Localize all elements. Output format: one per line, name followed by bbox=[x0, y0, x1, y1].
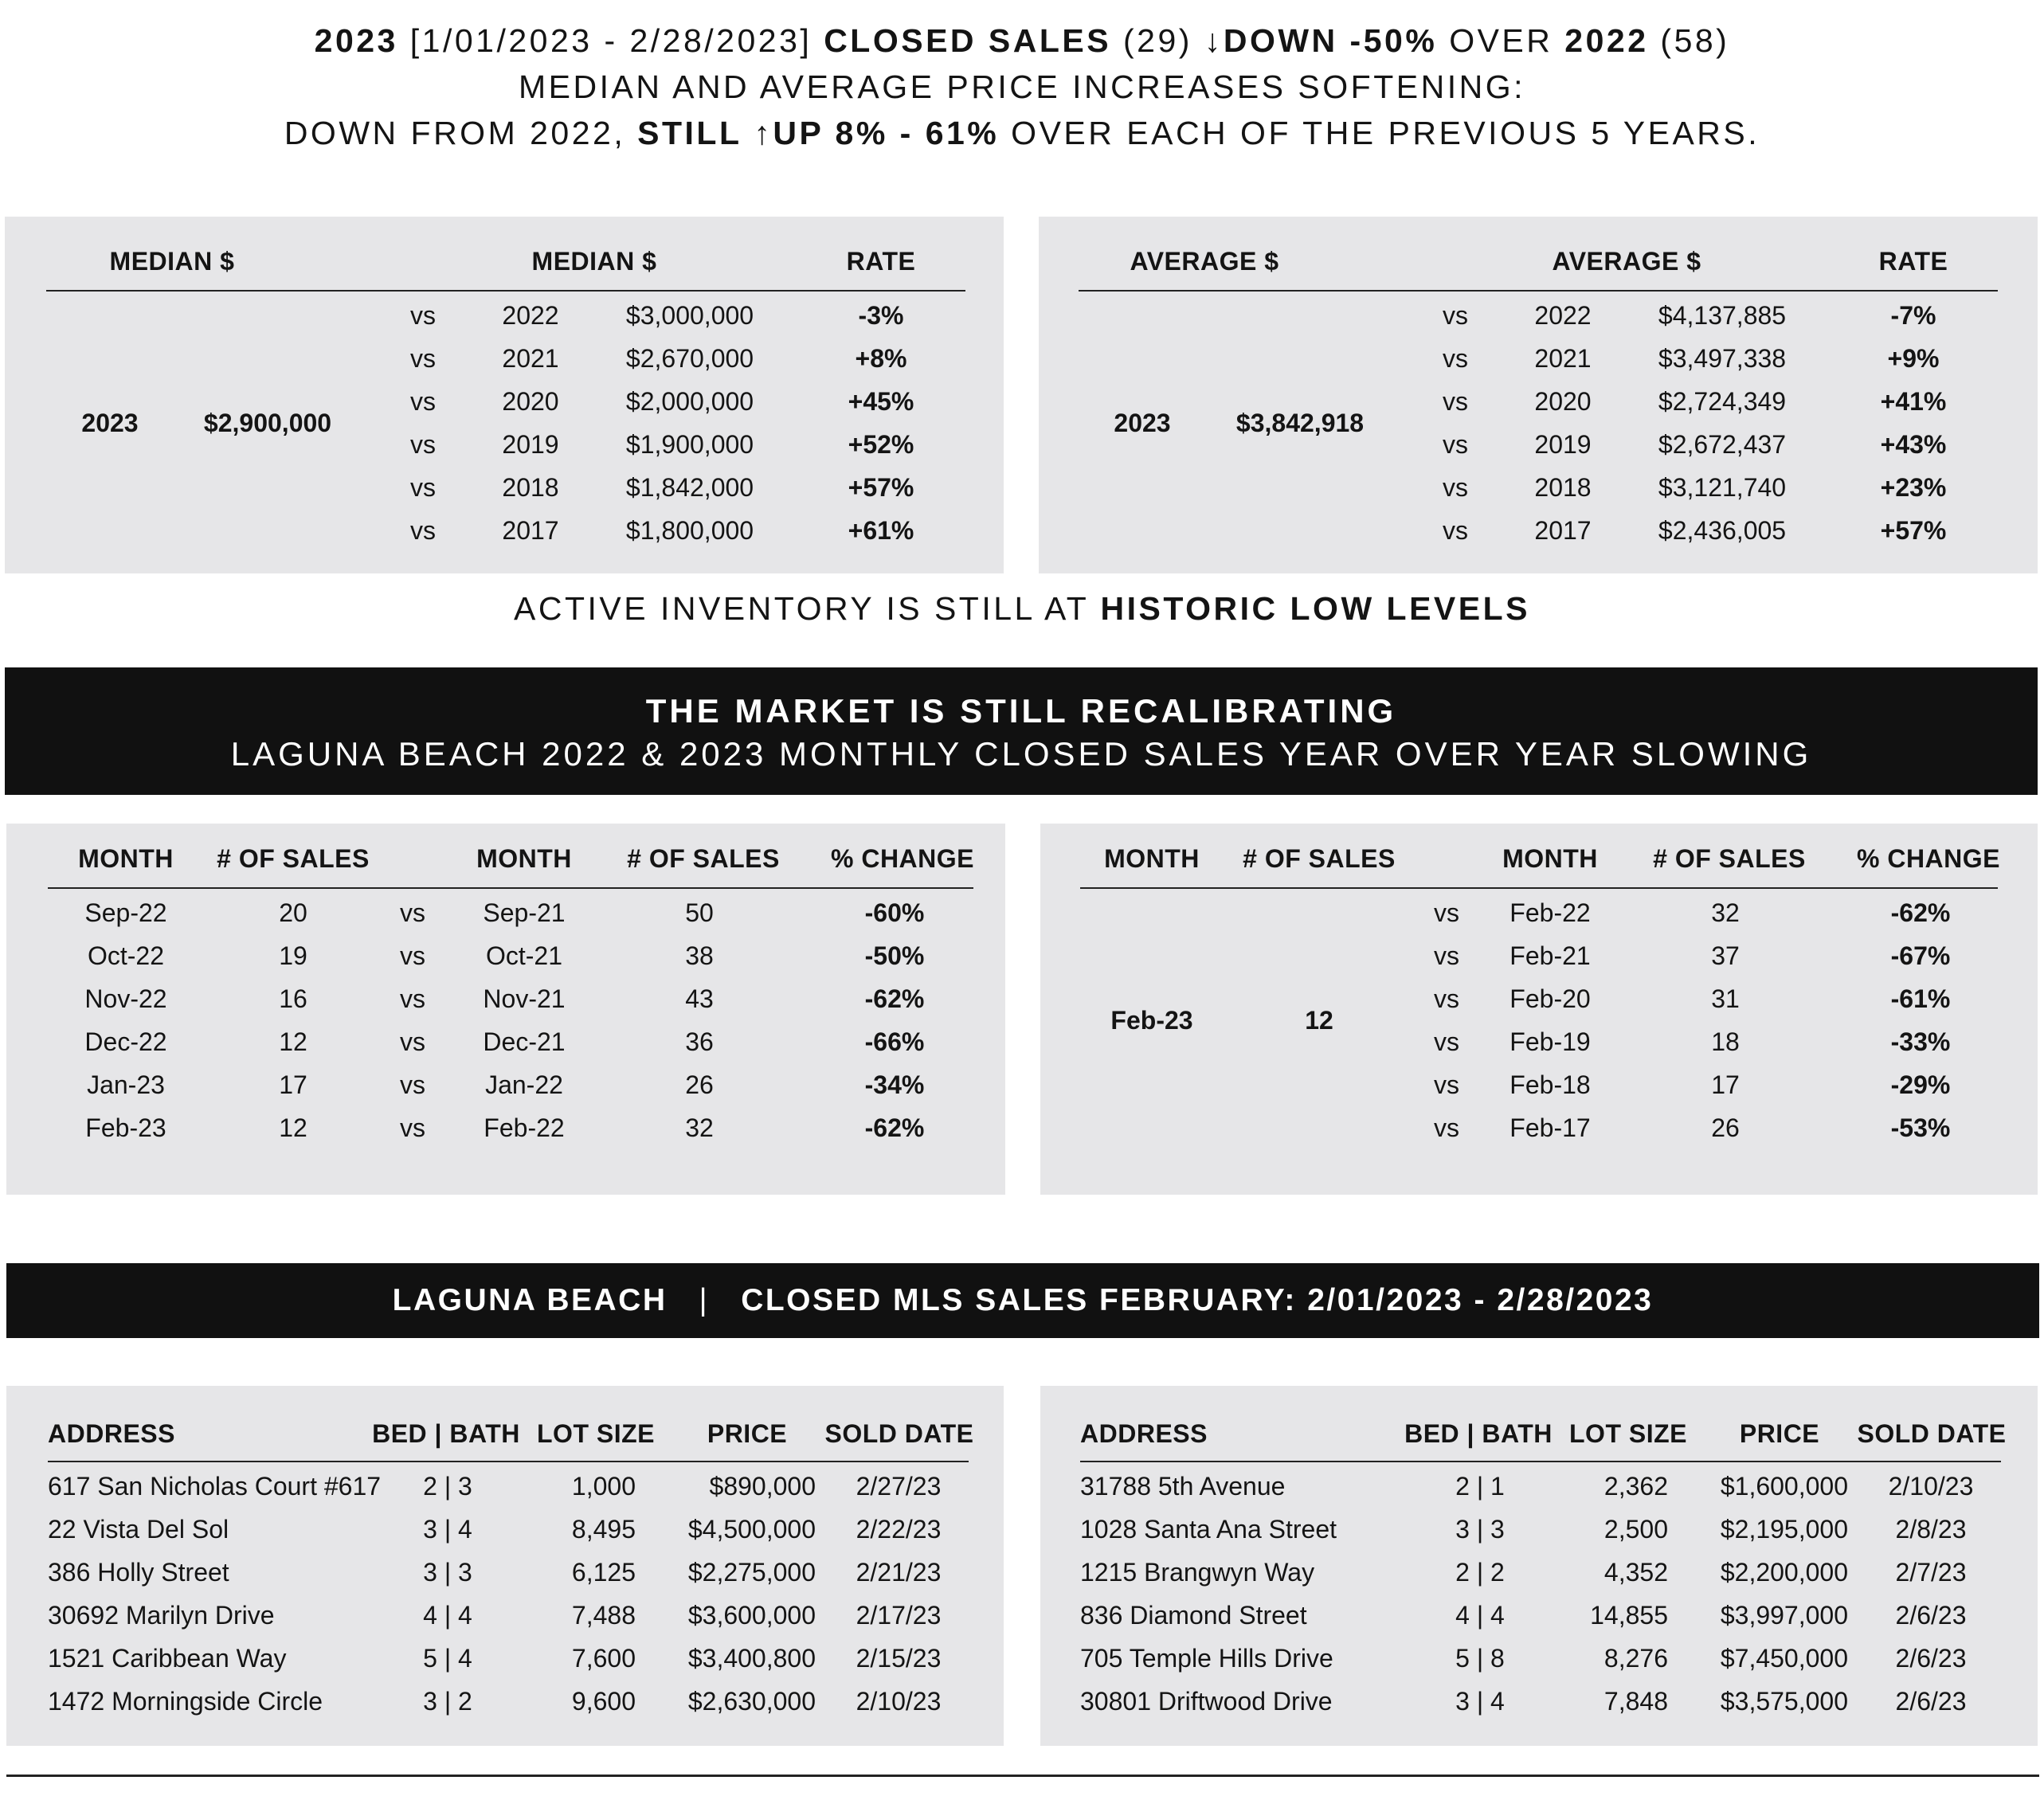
month: Feb-23 bbox=[85, 1113, 166, 1142]
compare-month: Feb-22 bbox=[484, 1113, 565, 1142]
lot-size-header: LOT SIZE bbox=[1569, 1419, 1687, 1448]
headline-line-1 bbox=[0, 18, 2044, 64]
current-year: 2023 bbox=[1114, 409, 1171, 437]
vs-label: vs bbox=[410, 516, 436, 545]
rate-value: +57% bbox=[848, 473, 914, 502]
headline-pre: DOWN FROM 2022, bbox=[284, 115, 626, 151]
price: $3,575,000 bbox=[1720, 1687, 1848, 1716]
header-rule bbox=[1080, 887, 1998, 889]
bed-bath: 3 | 2 bbox=[423, 1687, 472, 1716]
bed-bath: 5 | 4 bbox=[423, 1644, 472, 1673]
vs-label: vs bbox=[1434, 941, 1459, 970]
price: $2,275,000 bbox=[687, 1558, 816, 1587]
rate-value: +41% bbox=[1880, 387, 1947, 416]
address: 386 Holly Street bbox=[48, 1558, 229, 1587]
sold-date-header: SOLD DATE bbox=[1857, 1419, 2007, 1448]
headline-count: (29) bbox=[1123, 22, 1192, 59]
headline-label: CLOSED SALES bbox=[824, 22, 1112, 59]
compare-year: 2019 bbox=[1534, 430, 1592, 459]
vs-label: vs bbox=[1434, 1027, 1459, 1056]
compare-value: $2,724,349 bbox=[1658, 387, 1787, 416]
sold-date: 2/8/23 bbox=[1895, 1515, 1967, 1544]
lot-size: 8,495 bbox=[571, 1515, 636, 1544]
bed-bath: 5 | 8 bbox=[1455, 1644, 1505, 1673]
vs-label: vs bbox=[1434, 1070, 1459, 1099]
vs-label: vs bbox=[400, 1113, 425, 1142]
headline-still: STILL bbox=[637, 115, 742, 151]
vs-label: vs bbox=[1443, 430, 1468, 459]
col-header-rate: RATE bbox=[846, 247, 916, 276]
compare-month: Sep-21 bbox=[483, 898, 566, 927]
price-header: PRICE bbox=[707, 1419, 788, 1448]
month: Feb-23 bbox=[1110, 1006, 1193, 1035]
col-header-value-compare: MEDIAN $ bbox=[531, 247, 657, 276]
lot-size: 7,600 bbox=[571, 1644, 636, 1673]
vs-label: vs bbox=[400, 898, 425, 927]
compare-sales-count: 26 bbox=[685, 1070, 714, 1099]
market-banner bbox=[5, 667, 2038, 795]
month-header: MONTH bbox=[1104, 844, 1200, 873]
price: $1,600,000 bbox=[1720, 1472, 1848, 1501]
compare-value: $2,670,000 bbox=[625, 344, 754, 373]
market-banner-title: THE MARKET IS STILL RECALIBRATING bbox=[645, 692, 1397, 730]
compare-value: $4,137,885 bbox=[1658, 301, 1787, 330]
percent-change: -34% bbox=[864, 1070, 925, 1099]
inventory-note-text: ACTIVE INVENTORY IS STILL AT bbox=[513, 590, 1089, 627]
lot-size: 4,352 bbox=[1603, 1558, 1668, 1587]
headline-prev-count: (58) bbox=[1660, 22, 1730, 59]
sold-date-header: SOLD DATE bbox=[824, 1419, 974, 1448]
bed-bath: 2 | 1 bbox=[1455, 1472, 1505, 1501]
compare-sales-header: # OF SALES bbox=[627, 844, 780, 873]
closed-sales-banner-title: CLOSED MLS SALES FEBRUARY: 2/01/2023 - 2/28/2023 bbox=[741, 1283, 1654, 1317]
lot-size-header: LOT SIZE bbox=[537, 1419, 655, 1448]
rate-value: -7% bbox=[1890, 301, 1936, 330]
headline-post: OVER EACH OF THE PREVIOUS 5 YEARS. bbox=[1011, 115, 1760, 151]
lot-size: 9,600 bbox=[571, 1687, 636, 1716]
header-rule bbox=[48, 1461, 969, 1462]
sales-header: # OF SALES bbox=[217, 844, 370, 873]
address: 1521 Caribbean Way bbox=[48, 1644, 287, 1673]
sales-count: 19 bbox=[279, 941, 307, 970]
current-value: $2,900,000 bbox=[203, 409, 332, 437]
compare-month-header: MONTH bbox=[476, 844, 572, 873]
bed-bath: 3 | 3 bbox=[1455, 1515, 1505, 1544]
compare-year: 2018 bbox=[502, 473, 559, 502]
compare-value: $2,000,000 bbox=[625, 387, 754, 416]
compare-sales-count: 50 bbox=[685, 898, 714, 927]
lot-size: 6,125 bbox=[571, 1558, 636, 1587]
compare-sales-count: 31 bbox=[1711, 984, 1740, 1013]
compare-year: 2017 bbox=[502, 516, 559, 545]
compare-sales-count: 43 bbox=[685, 984, 714, 1013]
compare-month: Feb-17 bbox=[1510, 1113, 1591, 1142]
bed-bath-header: BED | BATH bbox=[372, 1419, 520, 1448]
lot-size: 14,855 bbox=[1590, 1601, 1668, 1630]
up-arrow-icon: ↑ bbox=[754, 115, 773, 151]
compare-sales-count: 36 bbox=[685, 1027, 714, 1056]
headline-year: 2023 bbox=[314, 22, 398, 59]
compare-year: 2021 bbox=[502, 344, 559, 373]
price: $2,200,000 bbox=[1720, 1558, 1848, 1587]
compare-sales-count: 18 bbox=[1711, 1027, 1740, 1056]
compare-year: 2022 bbox=[1534, 301, 1592, 330]
lot-size: 2,362 bbox=[1603, 1472, 1668, 1501]
change-header: % CHANGE bbox=[1856, 844, 2000, 873]
address: 1215 Brangwyn Way bbox=[1080, 1558, 1315, 1587]
lot-size: 7,488 bbox=[571, 1601, 636, 1630]
address: 836 Diamond Street bbox=[1080, 1601, 1307, 1630]
col-header-value-2023: MEDIAN $ bbox=[109, 247, 235, 276]
bed-bath: 3 | 4 bbox=[1455, 1687, 1505, 1716]
vs-label: vs bbox=[410, 473, 436, 502]
address: 1472 Morningside Circle bbox=[48, 1687, 323, 1716]
compare-year: 2018 bbox=[1534, 473, 1592, 502]
rate-value: +45% bbox=[848, 387, 914, 416]
current-value: $3,842,918 bbox=[1235, 409, 1365, 437]
month: Nov-22 bbox=[84, 984, 167, 1013]
sold-date: 2/10/23 bbox=[1888, 1472, 1974, 1501]
compare-year: 2020 bbox=[1534, 387, 1592, 416]
sold-date: 2/17/23 bbox=[856, 1601, 942, 1630]
sales-count: 20 bbox=[279, 898, 307, 927]
closed-sales-banner-separator: | bbox=[699, 1283, 710, 1317]
compare-value: $1,800,000 bbox=[625, 516, 754, 545]
bed-bath: 3 | 3 bbox=[423, 1558, 472, 1587]
bottom-divider bbox=[6, 1775, 2039, 1777]
compare-month-header: MONTH bbox=[1502, 844, 1598, 873]
compare-sales-count: 26 bbox=[1711, 1113, 1740, 1142]
month: Dec-22 bbox=[84, 1027, 167, 1056]
compare-value: $2,672,437 bbox=[1658, 430, 1787, 459]
month: Oct-22 bbox=[87, 941, 165, 970]
inventory-note-bold: HISTORIC LOW LEVELS bbox=[1100, 590, 1531, 627]
percent-change: -53% bbox=[1890, 1113, 1951, 1142]
compare-sales-header: # OF SALES bbox=[1653, 844, 1806, 873]
percent-change: -50% bbox=[864, 941, 925, 970]
sales-count: 12 bbox=[1305, 1006, 1333, 1035]
vs-label: vs bbox=[400, 1070, 425, 1099]
percent-change: -33% bbox=[1890, 1027, 1951, 1056]
compare-month: Nov-21 bbox=[483, 984, 566, 1013]
headline-up: UP 8% - 61% bbox=[773, 115, 1000, 151]
compare-value: $2,436,005 bbox=[1658, 516, 1787, 545]
headline-prev-year: 2022 bbox=[1564, 22, 1649, 59]
sold-date: 2/27/23 bbox=[856, 1472, 942, 1501]
vs-label: vs bbox=[1443, 344, 1468, 373]
compare-value: $3,121,740 bbox=[1658, 473, 1787, 502]
vs-label: vs bbox=[1443, 473, 1468, 502]
compare-month: Jan-22 bbox=[485, 1070, 563, 1099]
vs-label: vs bbox=[400, 1027, 425, 1056]
month: Jan-23 bbox=[87, 1070, 165, 1099]
compare-year: 2022 bbox=[502, 301, 559, 330]
vs-label: vs bbox=[1443, 387, 1468, 416]
compare-month: Feb-22 bbox=[1510, 898, 1591, 927]
price-header: PRICE bbox=[1739, 1419, 1820, 1448]
price: $2,195,000 bbox=[1720, 1515, 1848, 1544]
compare-value: $3,000,000 bbox=[625, 301, 754, 330]
market-banner-subtitle: LAGUNA BEACH 2022 & 2023 MONTHLY CLOSED SALES YEAR OVER YEAR SLOWING bbox=[230, 735, 1812, 773]
compare-year: 2017 bbox=[1534, 516, 1592, 545]
compare-month: Feb-18 bbox=[1510, 1070, 1591, 1099]
vs-label: vs bbox=[410, 301, 436, 330]
vs-label: vs bbox=[400, 984, 425, 1013]
vs-label: vs bbox=[400, 941, 425, 970]
sold-date: 2/15/23 bbox=[856, 1644, 942, 1673]
headline-line-3 bbox=[0, 110, 2044, 156]
month-header: MONTH bbox=[78, 844, 174, 873]
sold-date: 2/6/23 bbox=[1895, 1644, 1967, 1673]
bed-bath: 4 | 4 bbox=[1455, 1601, 1505, 1630]
compare-sales-count: 37 bbox=[1711, 941, 1740, 970]
compare-value: $1,900,000 bbox=[625, 430, 754, 459]
lot-size: 7,848 bbox=[1603, 1687, 1668, 1716]
vs-label: vs bbox=[1434, 984, 1459, 1013]
vs-label: vs bbox=[1443, 516, 1468, 545]
col-header-value-compare: AVERAGE $ bbox=[1552, 247, 1701, 276]
sold-date: 2/22/23 bbox=[856, 1515, 942, 1544]
vs-label: vs bbox=[1434, 1113, 1459, 1142]
price: $4,500,000 bbox=[687, 1515, 816, 1544]
sold-date: 2/7/23 bbox=[1895, 1558, 1967, 1587]
compare-year: 2020 bbox=[502, 387, 559, 416]
vs-label: vs bbox=[410, 430, 436, 459]
bed-bath: 2 | 3 bbox=[423, 1472, 472, 1501]
rate-value: +61% bbox=[848, 516, 914, 545]
headline-over: OVER bbox=[1449, 22, 1553, 59]
address: 30801 Driftwood Drive bbox=[1080, 1687, 1333, 1716]
vs-label: vs bbox=[410, 387, 436, 416]
price: $2,630,000 bbox=[687, 1687, 816, 1716]
rate-value: +52% bbox=[848, 430, 914, 459]
vs-label: vs bbox=[1434, 898, 1459, 927]
rate-value: +43% bbox=[1880, 430, 1947, 459]
percent-change: -66% bbox=[864, 1027, 925, 1056]
col-header-rate: RATE bbox=[1878, 247, 1948, 276]
bed-bath: 4 | 4 bbox=[423, 1601, 472, 1630]
compare-sales-count: 32 bbox=[1711, 898, 1740, 927]
inventory-note bbox=[0, 585, 2044, 632]
header-rule bbox=[1080, 1461, 2001, 1462]
rate-value: +23% bbox=[1880, 473, 1947, 502]
sales-count: 12 bbox=[279, 1027, 307, 1056]
percent-change: -60% bbox=[864, 898, 925, 927]
address-header: ADDRESS bbox=[1080, 1419, 1208, 1448]
sales-header: # OF SALES bbox=[1243, 844, 1396, 873]
compare-sales-count: 38 bbox=[685, 941, 714, 970]
sold-date: 2/10/23 bbox=[856, 1687, 942, 1716]
headline-range: [1/01/2023 - 2/28/2023] bbox=[409, 22, 813, 59]
vs-label: vs bbox=[410, 344, 436, 373]
address: 617 San Nicholas Court #617 bbox=[48, 1472, 382, 1501]
sold-date: 2/21/23 bbox=[856, 1558, 942, 1587]
header-rule bbox=[1079, 290, 1998, 292]
compare-year: 2021 bbox=[1534, 344, 1592, 373]
percent-change: -62% bbox=[1890, 898, 1951, 927]
percent-change: -67% bbox=[1890, 941, 1951, 970]
header-rule bbox=[46, 290, 965, 292]
col-header-value-2023: AVERAGE $ bbox=[1130, 247, 1279, 276]
price: $3,997,000 bbox=[1720, 1601, 1848, 1630]
address: 705 Temple Hills Drive bbox=[1080, 1644, 1333, 1673]
sold-date: 2/6/23 bbox=[1895, 1687, 1967, 1716]
price: $7,450,000 bbox=[1720, 1644, 1848, 1673]
current-year: 2023 bbox=[81, 409, 139, 437]
vs-label: vs bbox=[1443, 301, 1468, 330]
lot-size: 8,276 bbox=[1603, 1644, 1668, 1673]
headline-line-2: MEDIAN AND AVERAGE PRICE INCREASES SOFTENING: bbox=[519, 68, 1525, 105]
rate-value: +57% bbox=[1880, 516, 1947, 545]
month: Sep-22 bbox=[84, 898, 167, 927]
headline-change: DOWN -50% bbox=[1223, 22, 1438, 59]
closed-sales-banner-location: LAGUNA BEACH bbox=[392, 1283, 668, 1317]
address: 22 Vista Del Sol bbox=[48, 1515, 229, 1544]
price: $3,600,000 bbox=[687, 1601, 816, 1630]
price: $890,000 bbox=[709, 1472, 816, 1501]
down-arrow-icon: ↓ bbox=[1204, 22, 1224, 59]
compare-value: $3,497,338 bbox=[1658, 344, 1787, 373]
price: $3,400,800 bbox=[687, 1644, 816, 1673]
sold-date: 2/6/23 bbox=[1895, 1601, 1967, 1630]
percent-change: -62% bbox=[864, 984, 925, 1013]
compare-month: Feb-19 bbox=[1510, 1027, 1591, 1056]
sales-count: 12 bbox=[279, 1113, 307, 1142]
compare-month: Oct-21 bbox=[485, 941, 563, 970]
compare-sales-count: 32 bbox=[685, 1113, 714, 1142]
compare-sales-count: 17 bbox=[1711, 1070, 1740, 1099]
address: 31788 5th Avenue bbox=[1080, 1472, 1286, 1501]
bed-bath: 3 | 4 bbox=[423, 1515, 472, 1544]
header-rule bbox=[48, 887, 973, 889]
percent-change: -61% bbox=[1890, 984, 1951, 1013]
rate-value: -3% bbox=[858, 301, 904, 330]
sales-count: 17 bbox=[279, 1070, 307, 1099]
bed-bath: 2 | 2 bbox=[1455, 1558, 1505, 1587]
address: 30692 Marilyn Drive bbox=[48, 1601, 275, 1630]
rate-value: +9% bbox=[1887, 344, 1940, 373]
compare-value: $1,842,000 bbox=[625, 473, 754, 502]
percent-change: -62% bbox=[864, 1113, 925, 1142]
lot-size: 2,500 bbox=[1603, 1515, 1668, 1544]
rate-value: +8% bbox=[855, 344, 907, 373]
address-header: ADDRESS bbox=[48, 1419, 175, 1448]
bed-bath-header: BED | BATH bbox=[1404, 1419, 1553, 1448]
compare-month: Feb-20 bbox=[1510, 984, 1591, 1013]
compare-month: Dec-21 bbox=[483, 1027, 566, 1056]
lot-size: 1,000 bbox=[571, 1472, 636, 1501]
change-header: % CHANGE bbox=[830, 844, 974, 873]
compare-year: 2019 bbox=[502, 430, 559, 459]
address: 1028 Santa Ana Street bbox=[1080, 1515, 1337, 1544]
percent-change: -29% bbox=[1890, 1070, 1951, 1099]
closed-sales-banner bbox=[6, 1263, 2039, 1338]
compare-month: Feb-21 bbox=[1510, 941, 1591, 970]
sales-count: 16 bbox=[279, 984, 307, 1013]
